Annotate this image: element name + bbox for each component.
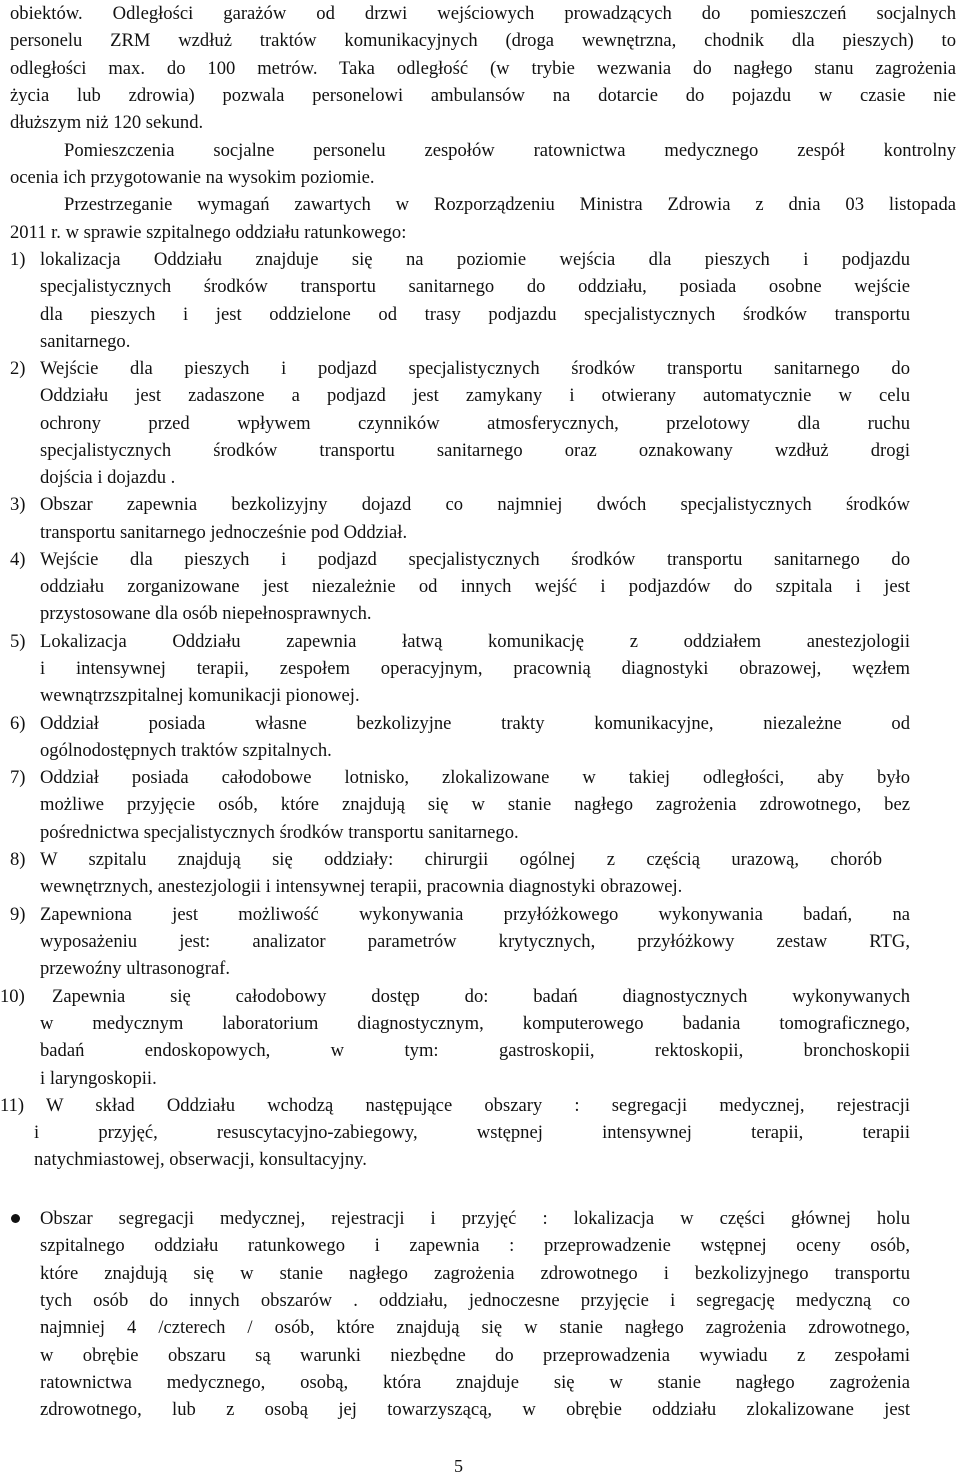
bullet-line: tych osób do innych obszarów . oddziału, jednoczesne przyjęcie i segregację medyczną co — [40, 1290, 910, 1311]
intro-line: odległości max. do 100 metrów. Taka odległość (w trybie wezwania do nagłego stanu zagrożenia — [10, 58, 956, 79]
list-item-line: Oddział posiada własne bezkolizyjne trakty komunikacyjne, niezależne od — [40, 713, 910, 734]
list-item-number: 2) — [10, 358, 26, 379]
list-item-line: Zapewnia się całodobowy dostęp do: badań diagnostycznych wykonywanych — [52, 986, 910, 1007]
list-item-line: wewnętrznych, anestezjologii i intensywnej terapii, pracownia diagnostyki obrazowej. — [40, 876, 683, 897]
bullet-line: najmniej 4 /czterech / osób, które znajdują się w stanie nagłego zagrożenia zdrowotnego, — [40, 1317, 910, 1338]
intro-line: ocenia ich przygotowanie na wysokim poziomie. — [10, 167, 375, 188]
bullet-line: zdrowotnego, lub z osobą jej towarzyszącą, w obrębie oddziału zlokalizowane jest — [40, 1399, 910, 1420]
list-item-line: w medycznym laboratorium diagnostycznym, komputerowego badania tomograficznego, — [40, 1013, 910, 1034]
list-item-line: specjalistycznych środków transportu sanitarnego oraz oznakowany wzdłuż drogi — [40, 440, 910, 461]
list-item-number: 5) — [10, 631, 26, 652]
list-item-number: 3) — [10, 494, 26, 515]
list-item-line: przystosowane dla osób niepełnosprawnych. — [40, 603, 372, 624]
list-item-line: sanitarnego. — [40, 331, 131, 352]
list-item-number: 6) — [10, 713, 26, 734]
list-item-number: 7) — [10, 767, 26, 788]
list-item-line: Zapewniona jest możliwość wykonywania przyłóżkowego wykonywania badań, na — [40, 904, 910, 925]
intro-line: Przestrzeganie wymagań zawartych w Rozporządzeniu Ministra Zdrowia z dnia 03 listopada — [64, 194, 956, 215]
list-item-line: wewnątrzszpitalnej komunikacji pionowej. — [40, 685, 360, 706]
bullet-icon — [11, 1214, 20, 1223]
list-item-number: 10) — [0, 986, 25, 1007]
list-item-line: możliwe przyjęcie osób, które znajdują się w stanie nagłego zagrożenia zdrowotnego, bez — [40, 794, 910, 815]
bullet-line: w obrębie obszaru są warunki niezbędne do przeprowadzenia wywiadu z zespołami — [40, 1345, 910, 1366]
list-item-number: 8) — [10, 849, 26, 870]
list-item-line: Oddział posiada całodobowe lotnisko, zlokalizowane w takiej odległości, aby było — [40, 767, 910, 788]
list-item-line: badań endoskopowych, w tym: gastroskopii, rektoskopii, bronchoskopii — [40, 1040, 910, 1061]
list-item-number: 1) — [10, 249, 26, 270]
list-item-line: pośrednictwa specjalistycznych środków transportu sanitarnego. — [40, 822, 519, 843]
list-item-line: wyposażeniu jest: analizator parametrów krytycznych, przyłóżkowy zestaw RTG, — [40, 931, 910, 952]
list-item-line: dojścia i dojazdu . — [40, 467, 176, 488]
list-item-line: natychmiastowej, obserwacji, konsultacyjny. — [34, 1149, 367, 1170]
list-item-line: transportu sanitarnego jednocześnie pod Oddział. — [40, 522, 408, 543]
list-item-line: i przyjęć, resuscytacyjno-zabiegowy, wstępnej intensywnej terapii, terapii — [34, 1122, 910, 1143]
intro-line: personelu ZRM wzdłuż traktów komunikacyjnych (droga wewnętrzna, chodnik dla pieszych) to — [10, 30, 956, 51]
list-item-line: specjalistycznych środków transportu sanitarnego do oddziału, posiada osobne wejście — [40, 276, 910, 297]
list-item-line: oddziału zorganizowane jest niezależnie od innych wejść i podjazdów do szpitala i jest — [40, 576, 910, 597]
intro-line: dłuższym niż 120 sekund. — [10, 112, 204, 133]
list-item-line: Obszar zapewnia bezkolizyjny dojazd co najmniej dwóch specjalistycznych środków — [40, 494, 910, 515]
list-item-line: i intensywnej terapii, zespołem operacyjnym, pracownią diagnostyki obrazowej, węzłem — [40, 658, 910, 679]
list-item-number: 4) — [10, 549, 26, 570]
list-item-number: 9) — [10, 904, 26, 925]
list-item-line: lokalizacja Oddziału znajduje się na poziomie wejścia dla pieszych i podjazdu — [40, 249, 910, 270]
intro-line: 2011 r. w sprawie szpitalnego oddziału ratunkowego: — [10, 222, 407, 243]
list-item-line: W szpitalu znajdują się oddziały: chirurgii ogólnej z częścią urazową, chorób — [40, 849, 882, 870]
list-item-line: W skład Oddziału wchodzą następujące obszary : segregacji medycznej, rejestracji — [46, 1095, 910, 1116]
intro-line: obiektów. Odległości garażów od drzwi wejściowych prowadzących do pomieszczeń socjalnych — [10, 3, 956, 24]
list-item-line: i laryngoskopii. — [40, 1068, 157, 1089]
page-number: 5 — [454, 1456, 463, 1476]
bullet-line: Obszar segregacji medycznej, rejestracji i przyjęć : lokalizacja w części głównej holu — [40, 1208, 910, 1229]
intro-line: Pomieszczenia socjalne personelu zespołów ratownictwa medycznego zespół kontrolny — [64, 140, 956, 161]
list-item-line: dla pieszych i jest oddzielone od trasy podjazdu specjalistycznych środków transportu — [40, 304, 910, 325]
list-item-line: Wejście dla pieszych i podjazd specjalistycznych środków transportu sanitarnego do — [40, 358, 910, 379]
list-item-line: Oddziału jest zadaszone a podjazd jest zamykany i otwierany automatycznie w celu — [40, 385, 910, 406]
list-item-line: przewoźny ultrasonograf. — [40, 958, 230, 979]
list-item-line: ochrony przed wpływem czynników atmosferycznych, przelotowy dla ruchu — [40, 413, 910, 434]
bullet-line: które znajdują się w stanie nagłego zagrożenia zdrowotnego i bezkolizyjnego transportu — [40, 1263, 910, 1284]
list-item-line: ogólnodostępnych traktów szpitalnych. — [40, 740, 332, 761]
bullet-line: szpitalnego oddziału ratunkowego i zapewnia : przeprowadzenie wstępnej oceny osób, — [40, 1235, 910, 1256]
list-item-line: Lokalizacja Oddziału zapewnia łatwą komunikację z oddziałem anestezjologii — [40, 631, 910, 652]
list-item-number: 11) — [0, 1095, 25, 1116]
bullet-line: ratownictwa medycznego, osobą, która znajduje się w stanie nagłego zagrożenia — [40, 1372, 910, 1393]
intro-line: życia lub zdrowia) pozwala personelowi ambulansów na dotarcie do pojazdu w czasie nie — [10, 85, 956, 106]
list-item-line: Wejście dla pieszych i podjazd specjalistycznych środków transportu sanitarnego do — [40, 549, 910, 570]
